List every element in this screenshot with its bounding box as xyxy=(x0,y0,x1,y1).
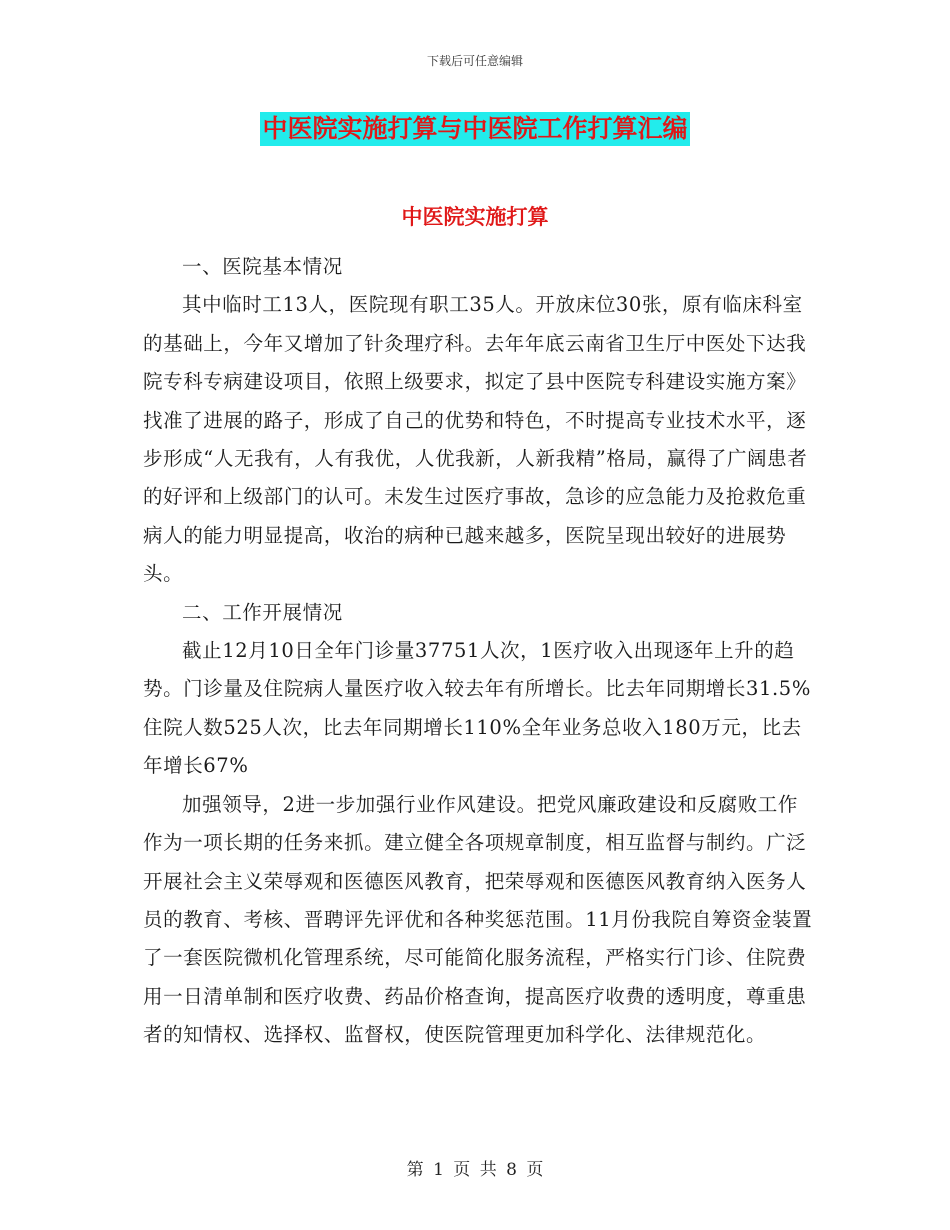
paragraph-leadership: 加强领导，2进一步加强行业作风建设。把党风廉政建设和反腐败工作作为一项长期的任务来抓。建立健全各项规章制度，相互监督与制约。广泛开展社会主义荣辱观和医德医风教育，把荣辱观和医德医风教育纳入医务人员的教育、考核、晋聘评先评优和各种奖惩范围。11月份我院自筹资金装置了一套医院微机化管理系统，尽可能简化服务流程，严格实行门诊、住院费用一日清单制和医疗收费、药品价格查询，提高医疗收费的透明度，尊重患者的知情权、选择权、监督权，使医院管理更加科学化、法律规范化。 xyxy=(143,792,813,1047)
page-footer: 第 1 页 共 8 页 xyxy=(406,1160,544,1180)
doc-title-wrap xyxy=(0,112,950,146)
header-note: 下载后可任意编辑 xyxy=(426,54,523,68)
paragraph-basic-situation: 其中临时工13人，医院现有职工35人。开放床位30张，原有临床科室的基础上，今年又增加了针灸理疗科。去年年底云南省卫生厅中医处下达我院专科专病建设项目，依照上级要求，拟定了县中医院专科建设实施方案》找准了进展的路子，形成了自己的优势和特色，不时提高专业技术水平，逐步形成“人无我有，人有我优，人优我新，人新我精”格局，赢得了广阔患者的好评和上级部门的认可。未发生过医疗事故，急诊的应急能力及抢救危重病人的能力明显提高，收治的病种已越来越多，医院呈现出较好的进展势头。 xyxy=(143,293,808,586)
heading-basic-situation: 一、医院基本情况 xyxy=(182,255,343,278)
heading-work-situation: 二、工作开展情况 xyxy=(182,600,343,624)
doc-title: 中医院实施打算与中医院工作打算汇编 xyxy=(260,112,689,146)
body-text xyxy=(143,248,815,1055)
section-title: 中医院实施打算 xyxy=(401,205,549,229)
paragraph-statistics: 截止12月10日全年门诊量37751人次，1医疗收入出现逐年上升的趋势。门诊量及住院病人量医疗收入较去年有所增长。比去年同期增长31.5%住院人数525人次，比去年同期增长110%全年业务总收入180万元，比去年增长67% xyxy=(143,639,811,778)
